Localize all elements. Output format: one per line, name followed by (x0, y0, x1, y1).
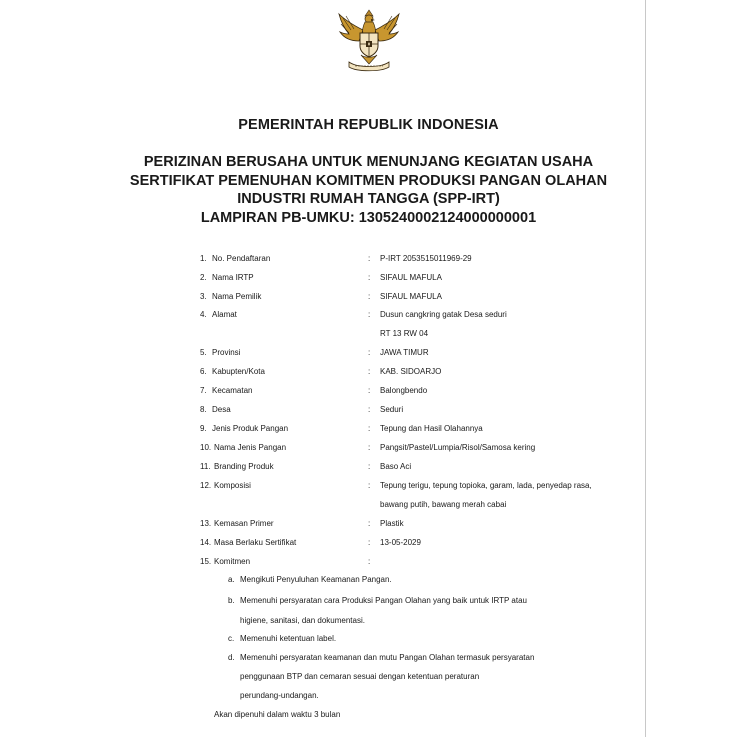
field-colon: : (368, 443, 371, 452)
field-number: 4. (200, 310, 207, 319)
field-label: Desa (212, 405, 231, 414)
field-label: Branding Produk (214, 462, 274, 471)
field-label: Nama IRTP (212, 273, 254, 282)
closing-note: Akan dipenuhi dalam waktu 3 bulan (214, 710, 341, 719)
field-value: Baso Aci (380, 462, 412, 471)
field-value: KAB. SIDOARJO (380, 367, 442, 376)
title-line: PERIZINAN BERUSAHA UNTUK MENUNJANG KEGIATAN USAHA (143, 154, 594, 170)
field-number: 9. (200, 424, 207, 433)
field-number: 14. (200, 538, 212, 547)
field-value: Plastik (380, 519, 404, 528)
field-colon: : (368, 519, 371, 528)
field-value: 13-05-2029 (380, 538, 421, 547)
field-value: JAWA TIMUR (380, 348, 429, 357)
field-number: 7. (200, 386, 207, 395)
field-number: 3. (200, 292, 207, 301)
field-label: Kecamatan (212, 386, 253, 395)
field-label: Kemasan Primer (214, 519, 274, 528)
commitment-letter: a. (228, 575, 235, 584)
field-colon: : (368, 538, 371, 547)
field-number: 1. (200, 254, 207, 263)
field-value: Dusun cangkring gatak Desa seduri (380, 310, 507, 319)
field-value: P-IRT 2053515011969-29 (380, 254, 472, 263)
field-number: 15. (200, 557, 212, 566)
commitment-text: Memenuhi ketentuan label. (240, 634, 337, 643)
field-value-line-2: bawang putih, bawang merah cabai (380, 500, 507, 509)
commitment-letter: b. (228, 596, 235, 605)
field-number: 2. (200, 273, 207, 282)
field-colon: : (368, 424, 371, 433)
field-value: SIFAUL MAFULA (380, 292, 442, 301)
commitment-text-line-2: higiene, sanitasi, dan dokumentasi. (240, 616, 365, 625)
field-colon: : (368, 367, 371, 376)
commitment-letter: c. (228, 634, 235, 643)
field-value: SIFAUL MAFULA (380, 273, 442, 282)
field-colon: : (368, 462, 371, 471)
field-number: 5. (200, 348, 207, 357)
field-label: Nama Pemilik (212, 292, 262, 301)
field-colon: : (368, 481, 371, 490)
field-label: Nama Jenis Pangan (214, 443, 287, 452)
field-colon: : (368, 348, 371, 357)
field-number: 11. (200, 462, 211, 471)
field-number: 6. (200, 367, 207, 376)
field-label: No. Pendaftaran (212, 254, 271, 263)
commitment-text: Mengikuti Penyuluhan Keamanan Pangan. (240, 575, 392, 584)
title-line: SERTIFIKAT PEMENUHAN KOMITMEN PRODUKSI PANGAN OLAHAN (129, 172, 608, 189)
field-label: Provinsi (212, 348, 241, 357)
government-heading: PEMERINTAH REPUBLIK INDONESIA (238, 117, 499, 133)
field-value: Balongbendo (380, 386, 428, 395)
field-colon: : (368, 386, 371, 395)
field-value: Seduri (380, 405, 404, 414)
certificate-title (0, 153, 737, 227)
title-line: INDUSTRI RUMAH TANGGA (SPP-IRT) (237, 191, 500, 208)
garuda-emblem-icon (335, 8, 403, 72)
commitment-letter: d. (228, 653, 235, 662)
field-colon: : (368, 273, 371, 282)
page-edge-divider (645, 0, 646, 737)
commitment-text: Memenuhi persyaratan cara Produksi Pangan Olahan yang baik untuk IRTP atau (240, 596, 527, 605)
field-label: Jenis Produk Pangan (212, 424, 289, 433)
commitment-text: Memenuhi persyaratan keamanan dan mutu Pangan Olahan termasuk persyaratan (240, 653, 535, 662)
field-colon: : (368, 557, 371, 566)
field-number: 8. (200, 405, 207, 414)
field-label: Komitmen (214, 557, 251, 566)
field-colon: : (368, 405, 371, 414)
field-colon: : (368, 310, 371, 319)
field-number: 13. (200, 519, 212, 528)
field-colon: : (368, 254, 371, 263)
field-value-line-2: RT 13 RW 04 (380, 329, 429, 338)
field-number: 10. (200, 443, 212, 452)
field-label: Alamat (212, 310, 237, 319)
field-label: Masa Berlaku Sertifikat (214, 538, 297, 547)
field-colon: : (368, 292, 371, 301)
commitment-text-line-3: perundang-undangan. (240, 691, 319, 700)
lampiran-number: LAMPIRAN PB-UMKU: 1305240002124000000001 (200, 209, 537, 226)
field-value: Tepung terigu, tepung topioka, garam, lada, penyedap rasa, (380, 481, 592, 490)
field-value: Tepung dan Hasil Olahannya (380, 424, 483, 433)
field-value: Pangsit/Pastel/Lumpia/Risol/Samosa kering (380, 443, 536, 452)
field-label: Komposisi (214, 481, 251, 490)
commitment-text-line-2: penggunaan BTP dan cemaran sesuai dengan ketentuan peraturan (240, 672, 480, 681)
field-number: 12. (200, 481, 212, 490)
field-label: Kabupten/Kota (212, 367, 265, 376)
